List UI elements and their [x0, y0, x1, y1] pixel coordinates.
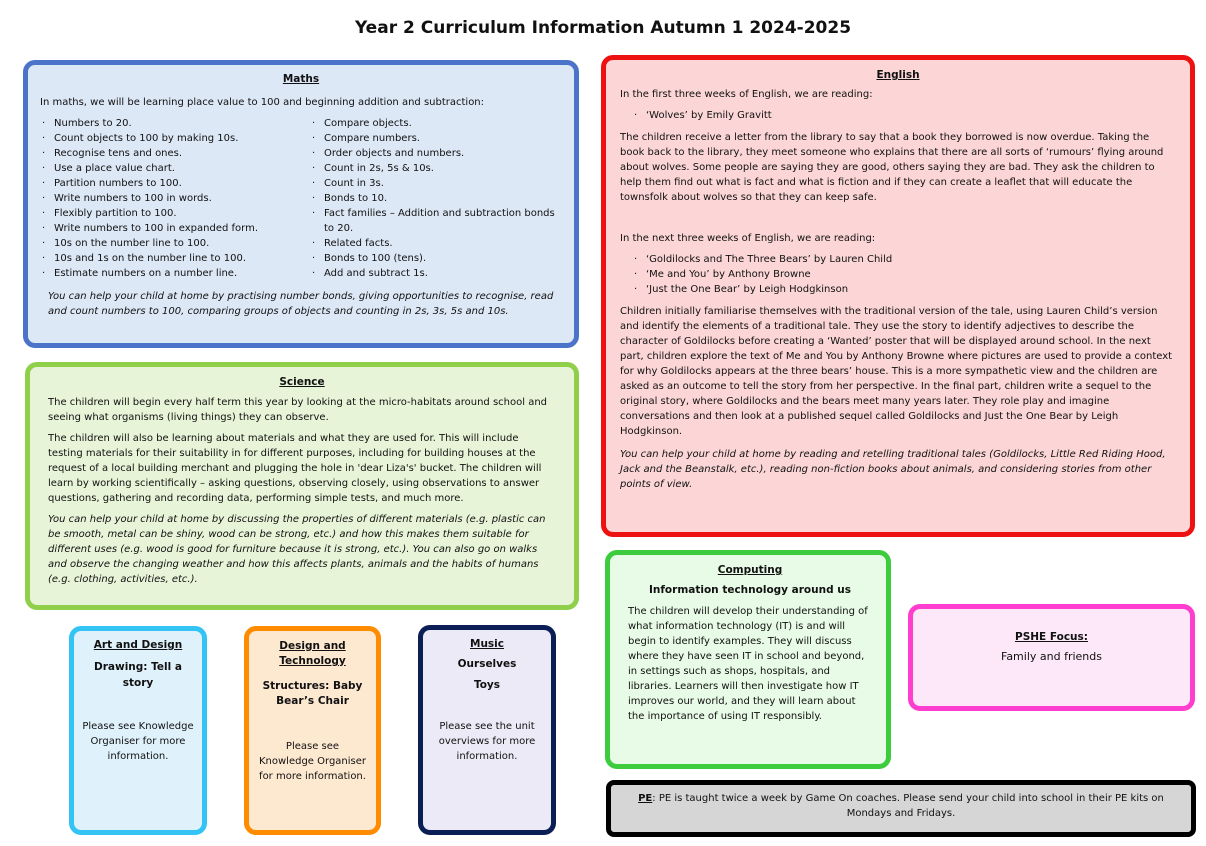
computing-subheading: Information technology around us — [648, 584, 851, 596]
maths-home-tip: You can help your child at home by practising number bonds, giving opportunities to recognise, read and count numbers to 100, comparing groups of objects and counting in 2s, 3s, 5s and 10s. — [48, 291, 554, 317]
list-item: · ‘Just the One Bear’ by Leigh Hodgkinson — [632, 282, 1176, 297]
music-text: Please see the unit overviews for more information. — [438, 721, 536, 762]
page-title: Year 2 Curriculum Information Autumn 1 2024-2025 — [354, 18, 852, 38]
list-item: · Recognise tens and ones. — [40, 146, 310, 161]
art-heading: Art and Design — [93, 639, 183, 651]
list-item: · Add and subtract 1s. — [310, 266, 562, 281]
list-item: · Flexibly partition to 100. — [40, 206, 310, 221]
pshe-text: Family and friends — [1001, 650, 1102, 663]
english-intro-next: In the next three weeks of English, we are reading: — [620, 233, 876, 244]
science-paragraph: The children will also be learning about materials and what they are used for. This will include testing materials for their suitability in for different purposes, including for building houses at the request of a local building merchant and plugging the hole in 'dear Liza's' bucket. The children will learn by working scientifically – asking questions, observing closely, using observations to answer questions, gathering and recording data, performing simple tests, and much more. — [48, 433, 542, 504]
english-heading: English — [876, 69, 920, 81]
maths-list-left — [40, 116, 310, 281]
music-heading: Music — [470, 638, 504, 650]
science-panel — [25, 362, 579, 610]
list-item: · Count in 2s, 5s & 10s. — [310, 161, 562, 176]
list-item: · Bonds to 100 (tens). — [310, 251, 562, 266]
list-item: · Order objects and numbers. — [310, 146, 562, 161]
list-item: · Count in 3s. — [310, 176, 562, 191]
list-item: · Numbers to 20. — [40, 116, 310, 131]
science-home-tip: You can help your child at home by discussing the properties of different materials (e.g. plastic can be smooth, metal can be shiny, wood can be strong, etc.) and how this makes them suitable for different uses (e.g. wood is good for furniture because it is strong, etc.). You can also go on walks and observe the changing weather and how this affects plants, animals and the habits of humans (e.g. clothing, activities, etc.). — [48, 514, 546, 585]
pe-text — [621, 791, 1181, 821]
list-item: · Write numbers to 100 in words. — [40, 191, 310, 206]
list-item: · Estimate numbers on a number line. — [40, 266, 310, 281]
list-item: · Partition numbers to 100. — [40, 176, 310, 191]
list-item: · Fact families – Addition and subtraction bonds to 20. — [310, 206, 562, 236]
list-item: · ‘Me and You’ by Anthony Browne — [632, 267, 1176, 282]
list-item: · 10s on the number line to 100. — [40, 236, 310, 251]
pshe-heading: PSHE Focus: — [1015, 631, 1088, 643]
english-books-first — [620, 108, 1176, 123]
pe-label: PE — [638, 793, 653, 804]
music-panel — [418, 625, 556, 835]
list-item: · ‘Goldilocks and The Three Bears’ by Lauren Child — [632, 252, 1176, 267]
science-paragraph: The children will begin every half term this year by looking at the micro-habitats around school and seeing what organisms (living things) they can observe. — [48, 397, 548, 423]
english-paragraph: Children initially familiarise themselves with the traditional version of the tale, using Lauren Child’s version and identify the elements of a traditional tale. They use the story to identify adjectives to describe the character of Goldilocks before creating a ‘Wanted’ poster that will be displayed around school. In the next part, children explore the text of Me and You by Anthony Browne where pictures are used to provide a context for why Goldilocks appears at the three bears’ house. This is a more sympathetic view and the children are asked as an outcome to tell the story from her perspective. In the final part, children write a sequel to the original story, where Goldilocks and the bears meet many years later. They role play and imagine conversations and then look at a published sequel called Goldilocks and Just the One Bear by Leigh Hodgkinson. — [620, 306, 1173, 437]
list-item: · Bonds to 10. — [310, 191, 562, 206]
list-item: · 10s and 1s on the number line to 100. — [40, 251, 310, 266]
list-item: · Count objects to 100 by making 10s. — [40, 131, 310, 146]
list-item: · Write numbers to 100 in expanded form. — [40, 221, 310, 236]
art-panel — [69, 626, 207, 835]
pe-body: : PE is taught twice a week by Game On coaches. Please send your child into school in their PE kits on Mondays and Fridays. — [652, 793, 1164, 819]
english-intro-first: In the first three weeks of English, we are reading: — [620, 89, 873, 100]
dt-subheading: Structures: Baby Bear’s Chair — [262, 680, 363, 707]
maths-panel — [23, 60, 579, 348]
art-subheading: Drawing: Tell a story — [94, 661, 182, 689]
maths-intro: In maths, we will be learning place value to 100 and beginning addition and subtraction: — [40, 97, 485, 108]
computing-panel — [605, 550, 891, 769]
list-item: · Use a place value chart. — [40, 161, 310, 176]
english-paragraph: The children receive a letter from the library to say that a book they borrowed is now overdue. Taking the book back to the library, they meet someone who explains that there are all sorts of ‘rumours’ flying around about wolves. Some people are saying they are good, others saying they are bad. They ask the children to help them find out what is fact and what is fiction and if they can create a leaflet that will educate the townsfolk about wolves so that they can keep safe. — [620, 132, 1164, 203]
pshe-panel — [908, 604, 1195, 711]
dt-text: Please see Knowledge Organiser for more information. — [258, 741, 367, 782]
dt-panel — [244, 626, 381, 835]
list-item: · ‘Wolves’ by Emily Gravitt — [632, 108, 1176, 123]
maths-list-right — [310, 116, 562, 281]
english-books-next — [620, 252, 1176, 297]
dt-heading: Design and Technology — [279, 640, 346, 667]
music-subheading-ourselves: Ourselves — [457, 658, 517, 670]
maths-heading: Maths — [282, 73, 320, 85]
list-item: · Compare objects. — [310, 116, 562, 131]
english-panel — [601, 55, 1195, 537]
science-heading: Science — [279, 376, 325, 388]
list-item: · Compare numbers. — [310, 131, 562, 146]
music-subheading-toys: Toys — [473, 679, 501, 691]
computing-heading: Computing — [717, 564, 783, 576]
computing-paragraph: The children will develop their understanding of what information technology (IT) is and will begin to identify examples. They will discuss where they have seen IT in school and beyond, in settings such as shops, hospitals, and libraries. Learners will then investigate how IT improves our world, and they will learn about the importance of using IT responsibly. — [628, 606, 868, 722]
art-text: Please see Knowledge Organiser for more information. — [82, 721, 194, 762]
list-item: · Related facts. — [310, 236, 562, 251]
pe-panel — [606, 780, 1196, 837]
english-home-tip: You can help your child at home by reading and retelling traditional tales (Goldilocks, Little Red Riding Hood, Jack and the Beanstalk, etc.), reading non-fiction books about animals, and considering stories from other points of view. — [620, 449, 1166, 490]
